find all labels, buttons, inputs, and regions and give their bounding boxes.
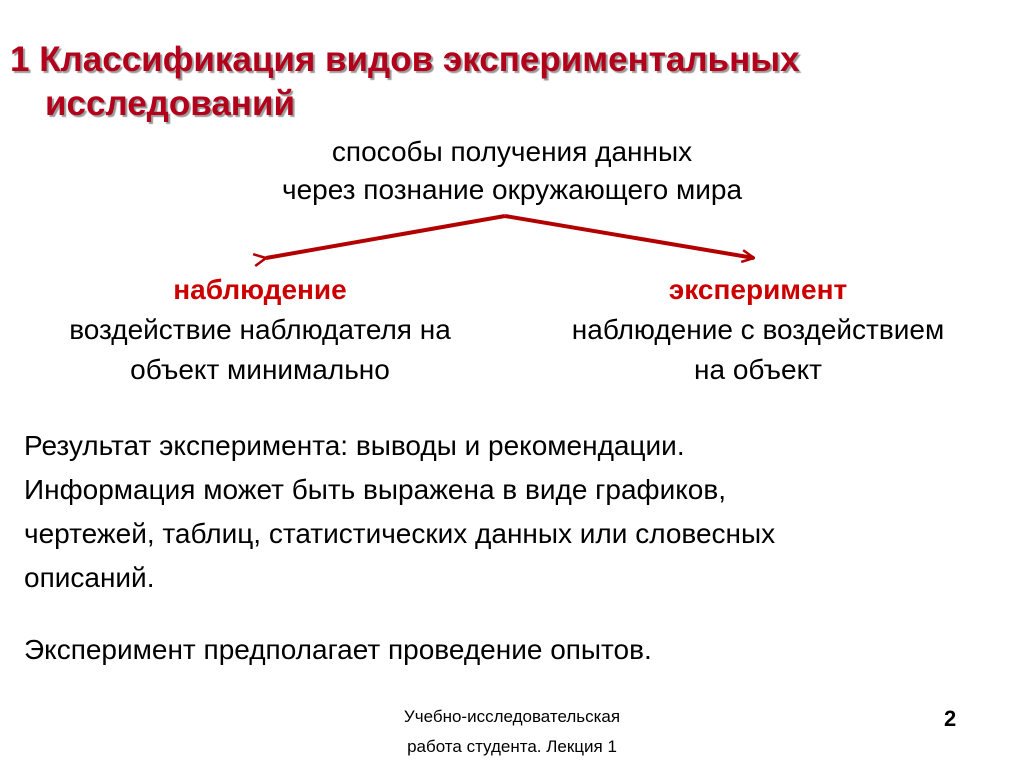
subtitle-line-2: через познание окружающего мира	[281, 174, 743, 205]
branch-observation-desc-2: объект минимально	[130, 354, 390, 385]
body-line: Результат эксперимента: выводы и рекомендации.	[24, 430, 685, 461]
footer-line-2: работа студента. Лекция 1	[407, 737, 617, 756]
subtitle-line-1: способы получения данных	[331, 136, 693, 167]
title-line-1: 1 Классификация видов экспериментальных	[10, 40, 800, 79]
slide-title	[10, 38, 1010, 126]
subtitle	[0, 133, 1024, 209]
body-line: Информация может быть выражена в виде графиков,	[24, 474, 726, 505]
branch-experiment-heading: эксперимент	[668, 274, 848, 305]
branch-observation-desc-1: воздействие наблюдателя на	[69, 314, 451, 345]
title-line-2: исследований	[45, 84, 295, 123]
final-statement: Эксперимент предполагает проведение опытов.	[24, 634, 652, 665]
page-number: 2	[944, 706, 957, 731]
footer-line-1: Учебно-исследовательская	[403, 707, 621, 726]
branch-experiment-desc-1: наблюдение с воздействием	[571, 314, 945, 345]
branch-experiment	[508, 270, 1008, 390]
arrow-right	[505, 216, 754, 258]
arrow-left	[266, 216, 505, 258]
footer	[352, 702, 672, 762]
branch-experiment-desc-2: на объект	[694, 354, 822, 385]
branch-observation-heading: наблюдение	[173, 274, 347, 305]
body-line: чертежей, таблиц, статистических данных или словесных	[24, 518, 776, 549]
branch-observation	[10, 270, 510, 390]
body-paragraph	[24, 424, 1004, 600]
body-line: описаний.	[24, 562, 155, 593]
